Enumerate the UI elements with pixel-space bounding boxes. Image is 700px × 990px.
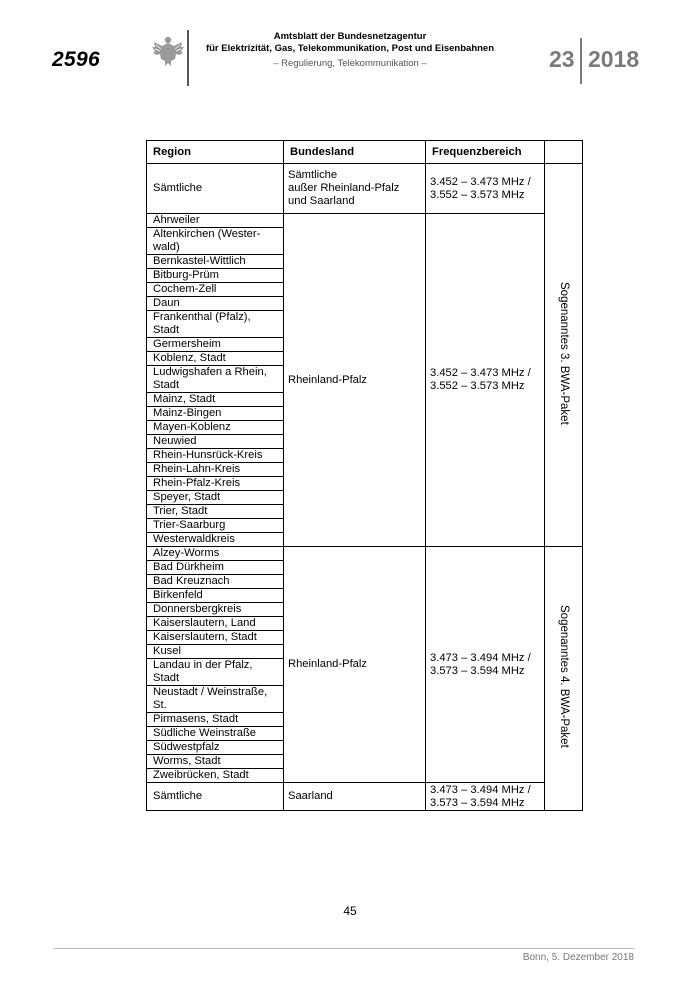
region-cell: Kaiserslautern, Land	[147, 617, 284, 631]
region-cell: Bad Dürkheim	[147, 561, 284, 575]
region-cell: Worms, Stadt	[147, 755, 284, 769]
header-package	[545, 141, 583, 164]
region-cell: Mainz, Stadt	[147, 393, 284, 407]
region-cell: Germersheim	[147, 338, 284, 352]
header-divider	[187, 30, 189, 86]
region-cell: Birkenfeld	[147, 589, 284, 603]
table-row	[147, 783, 583, 811]
region-cell: Südliche Weinstraße	[147, 727, 284, 741]
header-region: Region	[147, 141, 284, 164]
region-cell: Pirmasens, Stadt	[147, 713, 284, 727]
region-cell: Altenkirchen (Wester-wald)	[147, 228, 284, 255]
package-cell-4	[545, 547, 583, 811]
frequency-cell	[426, 547, 545, 783]
region-cell: Frankenthal (Pfalz), Stadt	[147, 311, 284, 338]
federal-eagle-icon	[151, 34, 185, 68]
frequency-line: 3.473 – 3.494 MHz /	[430, 651, 531, 664]
package-label: Sogenanntes 4. BWA-Paket	[558, 605, 570, 748]
footer-date: Bonn, 5. Dezember 2018	[522, 952, 634, 963]
region-cell: Bernkastel-Wittlich	[147, 255, 284, 269]
state-cell: Saarland	[284, 783, 426, 811]
frequency-cell: 3.452 – 3.473 MHz / 3.552 – 3.573 MHz	[426, 164, 545, 214]
frequency-table	[146, 140, 583, 811]
header-frequency: Frequenzbereich	[426, 141, 545, 164]
region-cell: Sämtliche	[147, 164, 284, 214]
region-cell: Kusel	[147, 645, 284, 659]
region-cell: Bitburg-Prüm	[147, 269, 284, 283]
region-cell: Rhein-Hunsrück-Kreis	[147, 449, 284, 463]
header-title: Amtsblatt der Bundesnetzagentur für Elektrizität, Gas, Telekommunikation, Post und Eisenbahnen	[205, 31, 495, 54]
page-number: 2596	[52, 48, 100, 71]
frequency-cell	[426, 783, 545, 811]
region-cell: Cochem-Zell	[147, 283, 284, 297]
region-cell: Trier-Saarburg	[147, 519, 284, 533]
region-cell: Zweibrücken, Stadt	[147, 769, 284, 783]
footer-divider	[54, 948, 634, 949]
region-cell: Neuwied	[147, 435, 284, 449]
header-state: Bundesland	[284, 141, 426, 164]
footer-page-number: 45	[343, 904, 357, 918]
region-cell: Südwestpfalz	[147, 741, 284, 755]
region-cell: Speyer, Stadt	[147, 491, 284, 505]
issue-divider	[580, 38, 582, 84]
state-cell: Rheinland-Pfalz	[284, 547, 426, 783]
frequency-line: 3.573 – 3.594 MHz	[430, 796, 525, 809]
table-row	[147, 214, 583, 228]
region-cell: Rhein-Lahn-Kreis	[147, 463, 284, 477]
region-cell: Ahrweiler	[147, 214, 284, 228]
region-cell: Neustadt / Weinstraße, St.	[147, 686, 284, 713]
frequency-line: 3.452 – 3.473 MHz /	[430, 367, 531, 379]
issue-year: 2018	[588, 46, 640, 72]
region-cell: Mainz-Bingen	[147, 407, 284, 421]
table-header-row	[147, 141, 583, 164]
region-cell: Kaiserslautern, Stadt	[147, 631, 284, 645]
package-cell-3: Sogenanntes 3. BWA-Paket	[545, 164, 583, 547]
frequency-cell	[426, 214, 545, 547]
issue-number: 23	[549, 46, 575, 72]
table-row	[147, 164, 583, 214]
state-cell: Sämtliche außer Rheinland-Pfalz und Saarland	[284, 164, 426, 214]
frequency-line: 3.552 – 3.573 MHz	[430, 380, 525, 392]
state-cell: Rheinland-Pfalz	[284, 214, 426, 547]
table-row	[147, 547, 583, 561]
region-cell: Mayen-Koblenz	[147, 421, 284, 435]
region-cell: Ludwigshafen a Rhein, Stadt	[147, 366, 284, 393]
region-cell: Koblenz, Stadt	[147, 352, 284, 366]
region-cell: Landau in der Pfalz, Stadt	[147, 659, 284, 686]
frequency-line: 3.573 – 3.594 MHz	[430, 664, 525, 677]
header-subtitle: – Regulierung, Telekommunikation –	[273, 58, 427, 69]
region-cell: Sämtliche	[147, 783, 284, 811]
region-cell: Alzey-Worms	[147, 547, 284, 561]
region-cell: Westerwaldkreis	[147, 533, 284, 547]
region-cell: Bad Kreuznach	[147, 575, 284, 589]
region-cell: Donnersbergkreis	[147, 603, 284, 617]
region-cell: Trier, Stadt	[147, 505, 284, 519]
frequency-line: 3.473 – 3.494 MHz /	[430, 783, 531, 796]
region-cell: Rhein-Pfalz-Kreis	[147, 477, 284, 491]
region-cell: Daun	[147, 297, 284, 311]
